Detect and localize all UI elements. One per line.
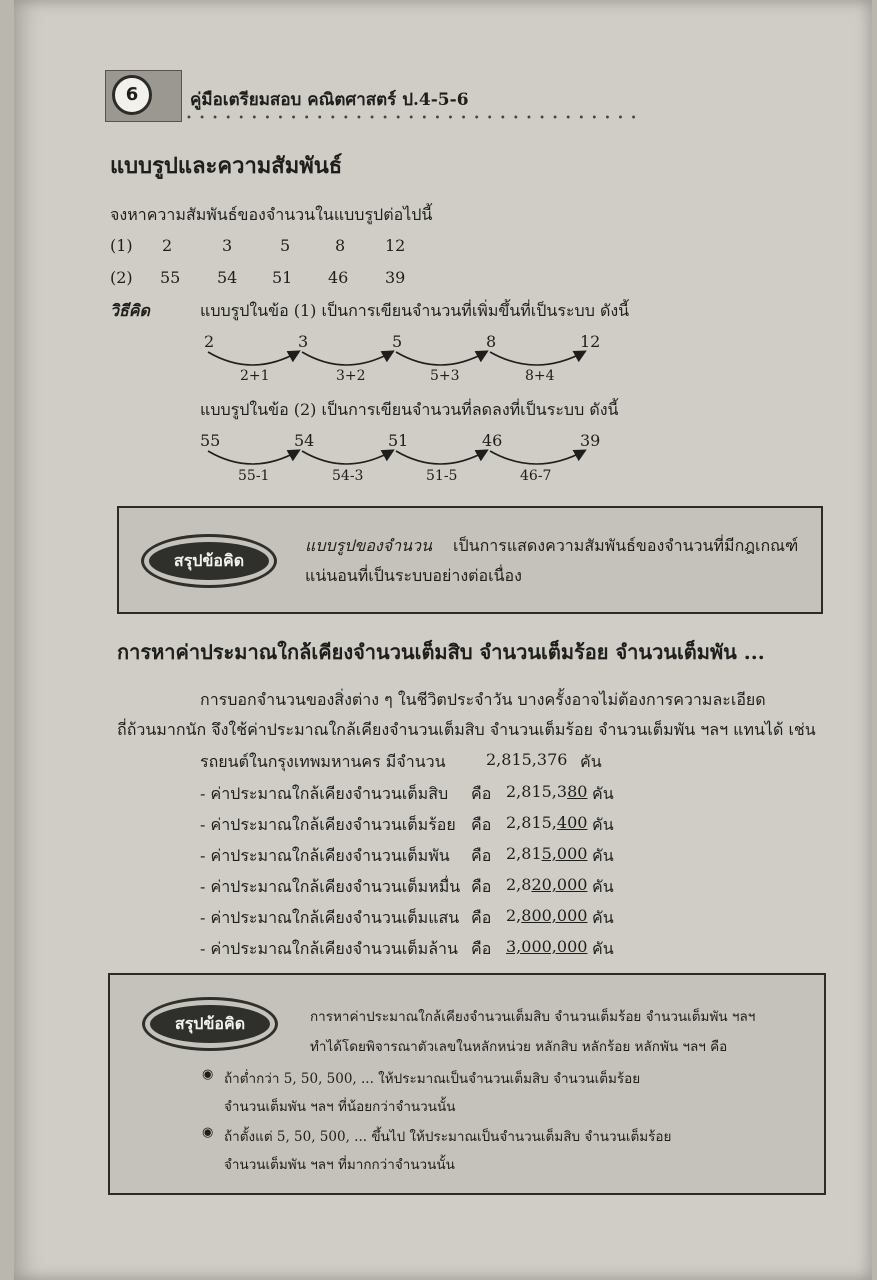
summary2-line1: การหาค่าประมาณใกล้เคียงจำนวนเต็มสิบ จำนวนเต็มร้อย จำนวนเต็มพัน ฯลฯ [310,1009,756,1025]
header-dots: • • • • • • • • • • • • • • • • • • • • • • • • • • • • • • • • • • • [186,113,639,124]
section2-para2: ถี่ถ้วนมากนัก จึงใช้ค่าประมาณใกล้เคียงจำนวนเต็มสิบ จำนวนเต็มร้อย จำนวนเต็มพัน ฯลฯ แทนได้ เช่น [117,720,816,739]
rounding-kue: คือ [471,908,492,927]
rounding-value: 2,815,400 [506,813,588,832]
summary-tag: สรุปข้อคิด [150,1005,270,1043]
bullet-icon: ◉ [202,1067,214,1082]
seq1-value: 8 [335,236,346,255]
seq2-value: 39 [385,268,406,287]
summary2-bullet1-a: ถ้าต่ำกว่า 5, 50, 500, ... ให้ประมาณเป็นจำนวนเต็มสิบ จำนวนเต็มร้อย [224,1071,641,1087]
example-text: รถยนต์ในกรุงเทพมหานคร มีจำนวน [200,752,446,771]
diagram1-node: 12 [580,332,601,351]
seq1-value: 12 [385,236,406,255]
header-title: คู่มือเตรียมสอบ คณิตศาสตร์ ป.4-5-6 [190,90,469,110]
diagram2-step: 46-7 [520,468,552,484]
diagram1-step: 5+3 [430,368,460,384]
diagram1-step: 2+1 [240,368,270,384]
rounding-unit: คัน [592,784,614,803]
rounding-label: - ค่าประมาณใกล้เคียงจำนวนเต็มหมื่น [200,877,461,896]
diagram2-node: 39 [580,431,601,450]
section1-prompt: จงหาความสัมพันธ์ของจำนวนในแบบรูปต่อไปนี้ [110,205,433,224]
diagram1-node: 8 [486,332,497,351]
method1-text: แบบรูปในข้อ (1) เป็นการเขียนจำนวนที่เพิ่มขึ้นที่เป็นระบบ ดังนี้ [200,301,630,320]
bullet-icon: ◉ [202,1125,214,1140]
seq2-label: (2) [110,268,133,287]
rounding-value: 2,815,380 [506,782,588,801]
diagram1-step: 3+2 [336,368,366,384]
rounding-kue: คือ [471,877,492,896]
example-unit: คัน [580,752,602,771]
rounding-kue: คือ [471,815,492,834]
seq2-value: 46 [328,268,349,287]
diagram2-node: 46 [482,431,503,450]
seq1-value: 2 [162,236,173,255]
seq2-value: 51 [272,268,293,287]
rounding-unit: คัน [592,877,614,896]
summary2-bullet2-a: ถ้าตั้งแต่ 5, 50, 500, ... ขึ้นไป ให้ประมาณเป็นจำนวนเต็มสิบ จำนวนเต็มร้อย [224,1129,672,1145]
rounding-value: 3,000,000 [506,937,588,956]
diagram2-node: 51 [388,431,409,450]
summary-tag: สรุปข้อคิด [149,542,269,580]
rounding-kue: คือ [471,939,492,958]
diagram1-node: 3 [298,332,309,351]
rounding-kue: คือ [471,784,492,803]
rounding-label: - ค่าประมาณใกล้เคียงจำนวนเต็มพัน [200,846,450,865]
seq1-value: 3 [222,236,233,255]
summary2-bullet1-b: จำนวนเต็มพัน ฯลฯ ที่น้อยกว่าจำนวนนั้น [224,1099,456,1115]
diagram1-node: 5 [392,332,403,351]
diagram1-node: 2 [204,332,215,351]
rounding-label: - ค่าประมาณใกล้เคียงจำนวนเต็มร้อย [200,815,456,834]
rounding-unit: คัน [592,815,614,834]
diagram1-step: 8+4 [525,368,555,384]
summary1-term: แบบรูปของจำนวน [305,536,432,555]
rounding-value: 2,815,000 [506,844,588,863]
example-value: 2,815,376 [486,750,568,769]
summary-box-2 [108,973,826,1195]
diagram2-step: 54-3 [332,468,364,484]
method2-text: แบบรูปในข้อ (2) เป็นการเขียนจำนวนที่ลดลงที่เป็นระบบ ดังนี้ [200,400,619,419]
header-badge [105,70,182,122]
diagram2-step: 51-5 [426,468,458,484]
rounding-kue: คือ [471,846,492,865]
rounding-value: 2,820,000 [506,875,588,894]
summary1-line1: เป็นการแสดงความสัมพันธ์ของจำนวนที่มีกฎเกณฑ์ [453,536,799,555]
rounding-unit: คัน [592,908,614,927]
rounding-unit: คัน [592,846,614,865]
section2-title: การหาค่าประมาณใกล้เคียงจำนวนเต็มสิบ จำนวนเต็มร้อย จำนวนเต็มพัน ... [117,640,765,664]
seq1-label: (1) [110,236,133,255]
page-number: 6 [112,75,152,115]
rounding-label: - ค่าประมาณใกล้เคียงจำนวนเต็มแสน [200,908,460,927]
section2-para1: การบอกจำนวนของสิ่งต่าง ๆ ในชีวิตประจำวัน บางครั้งอาจไม่ต้องการความละเอียด [200,690,766,709]
method-label: วิธีคิด [110,301,150,320]
rounding-label: - ค่าประมาณใกล้เคียงจำนวนเต็มล้าน [200,939,458,958]
seq1-value: 5 [280,236,291,255]
summary-box-1 [117,506,823,614]
rounding-value: 2,800,000 [506,906,588,925]
rounding-unit: คัน [592,939,614,958]
section1-title: แบบรูปและความสัมพันธ์ [110,153,343,179]
summary2-line2: ทำได้โดยพิจารณาตัวเลขในหลักหน่วย หลักสิบ หลักร้อย หลักพัน ฯลฯ คือ [310,1039,728,1055]
summary2-bullet2-b: จำนวนเต็มพัน ฯลฯ ที่มากกว่าจำนวนนั้น [224,1157,455,1173]
seq2-value: 55 [160,268,181,287]
diagram2-node: 54 [294,431,315,450]
summary1-line2: แน่นอนที่เป็นระบบอย่างต่อเนื่อง [305,566,522,585]
seq2-value: 54 [217,268,238,287]
diagram2-node: 55 [200,431,221,450]
rounding-label: - ค่าประมาณใกล้เคียงจำนวนเต็มสิบ [200,784,449,803]
diagram2-step: 55-1 [238,468,270,484]
